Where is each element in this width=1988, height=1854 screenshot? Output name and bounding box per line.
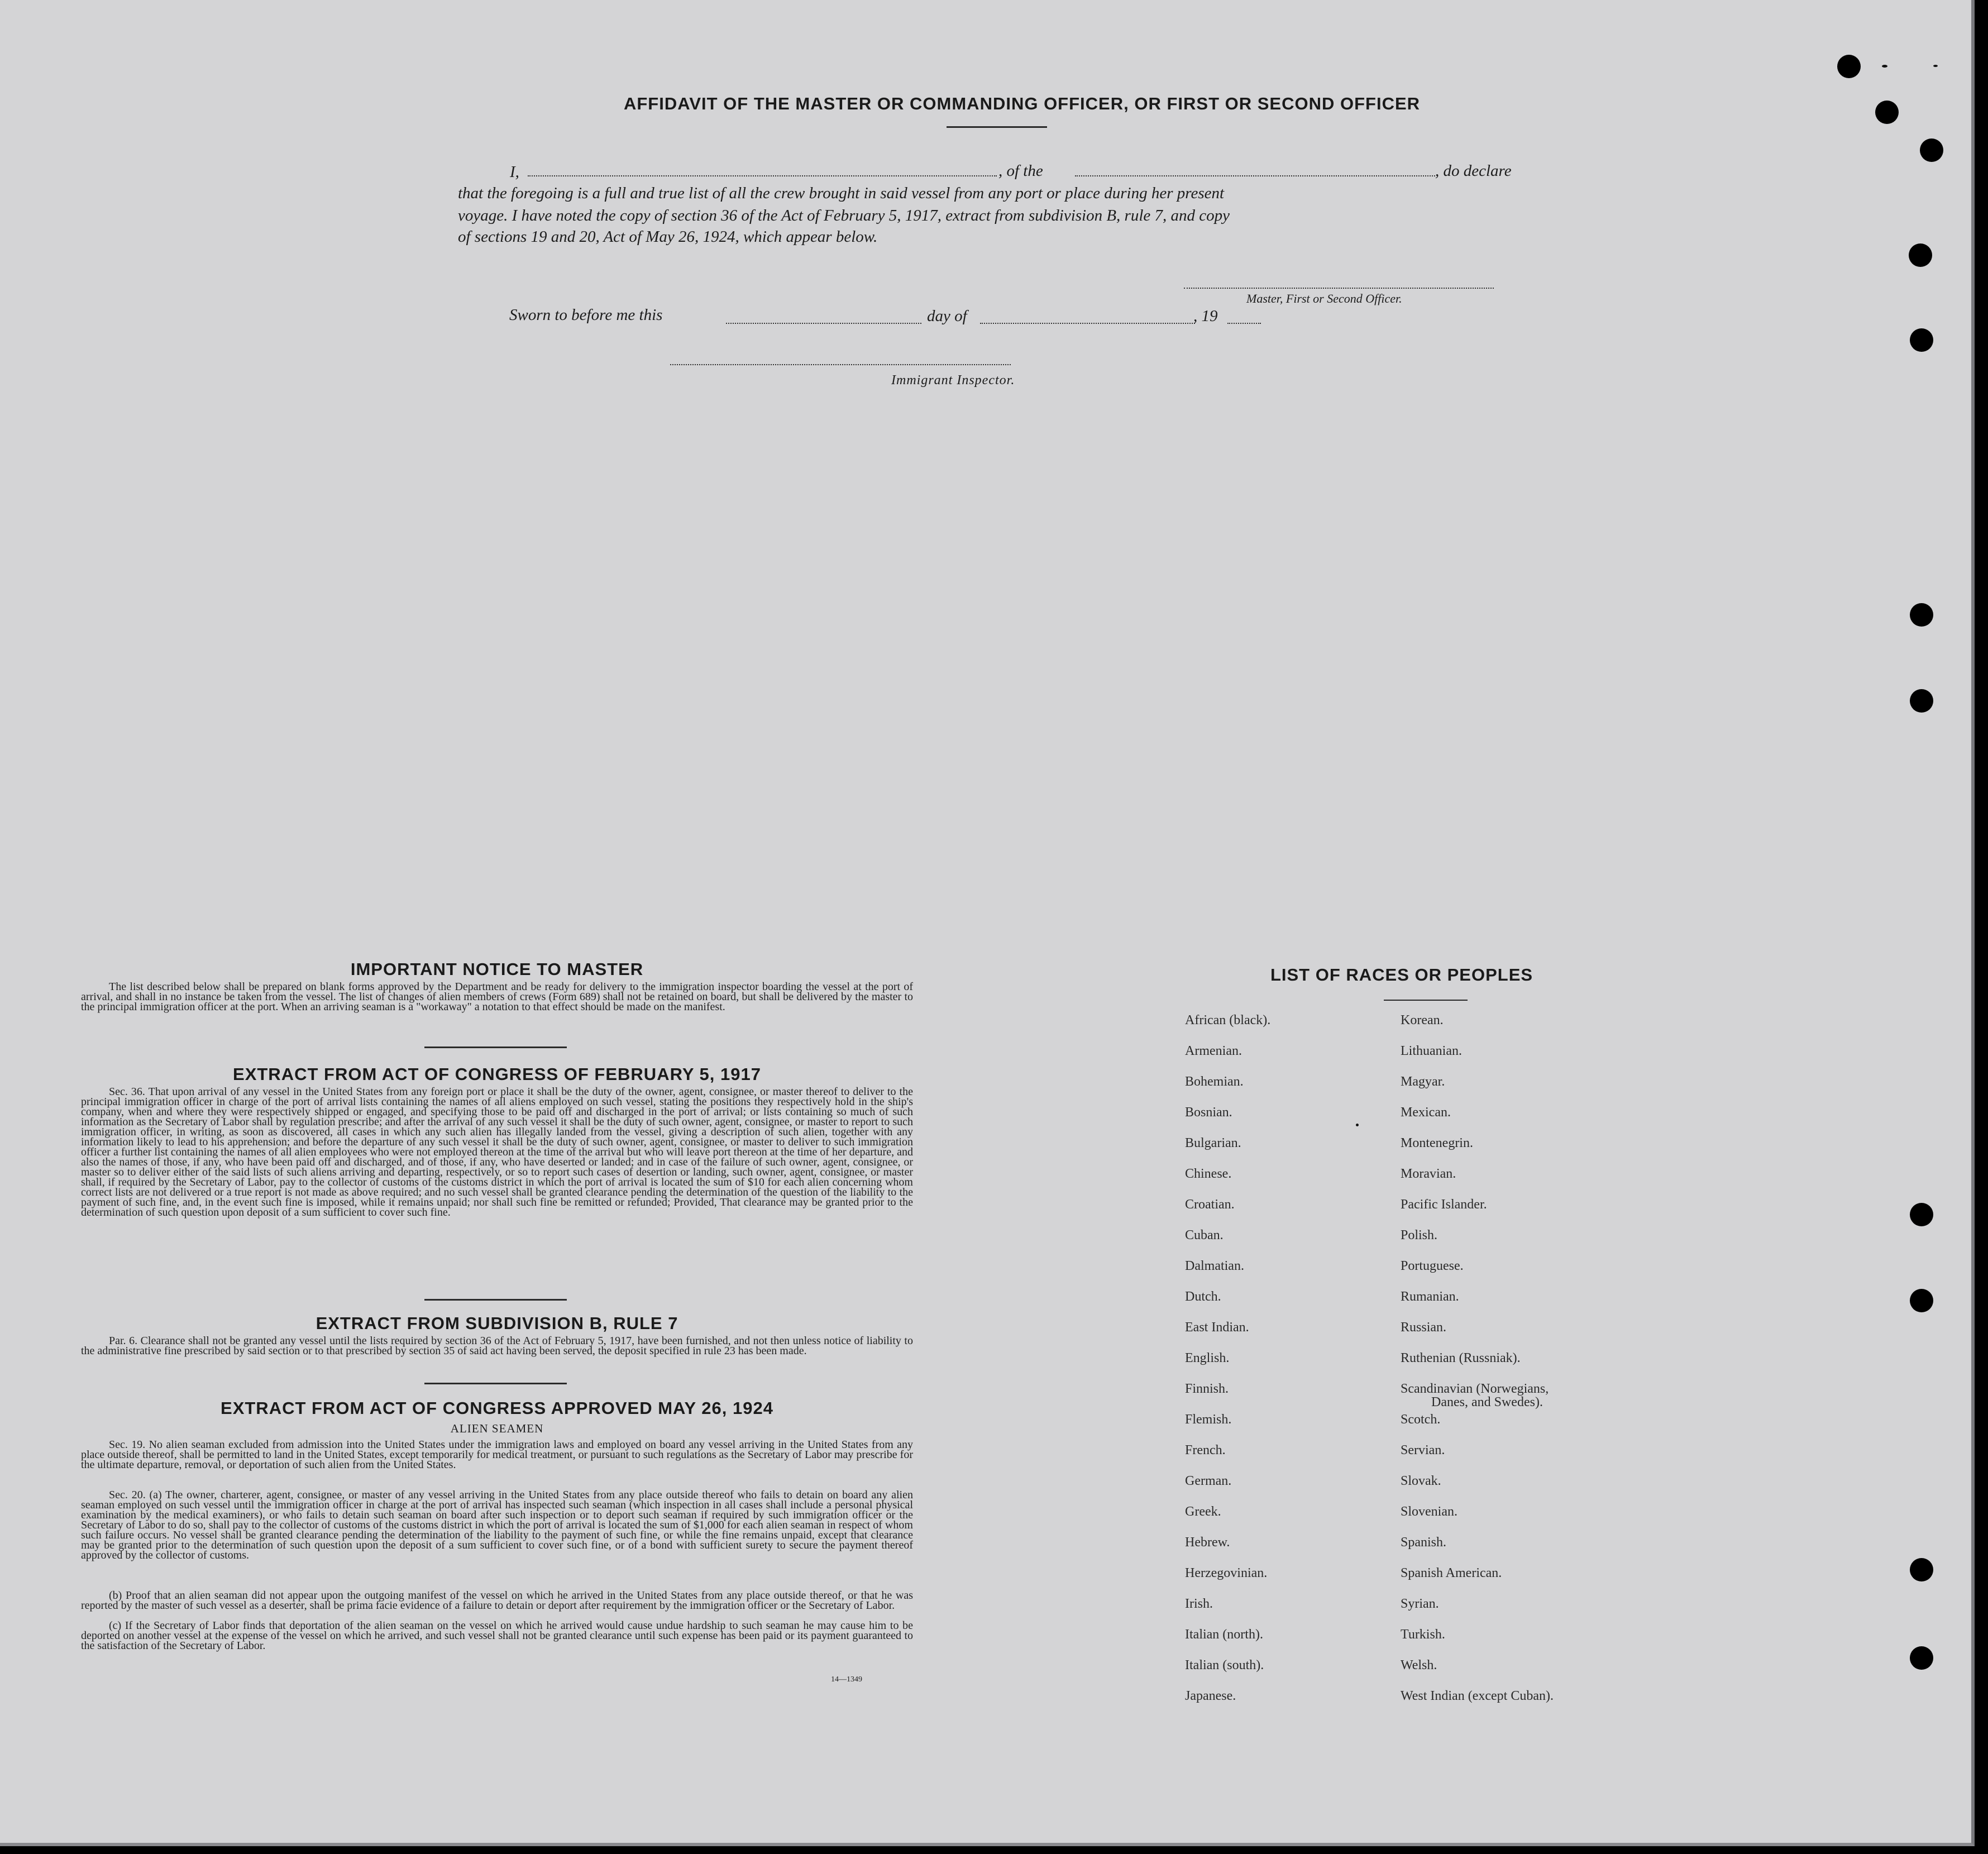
- races-right-column: [1401, 1014, 1554, 1720]
- sworn-day-blank[interactable]: [726, 323, 921, 324]
- race-item: Turkish.: [1401, 1627, 1445, 1642]
- races-title: LIST OF RACES OR PEOPLES: [1270, 965, 1533, 985]
- race-item: Mexican.: [1401, 1105, 1451, 1120]
- race-item: Bosnian.: [1185, 1105, 1232, 1120]
- race-item: Montenegrin.: [1401, 1136, 1473, 1150]
- affidavit-body-line-3: of sections 19 and 20, Act of May 26, 1924, which appear below.: [458, 228, 878, 246]
- race-item: Greek.: [1185, 1504, 1221, 1519]
- extract-rule7-title: EXTRACT FROM SUBDIVISION B, RULE 7: [316, 1313, 678, 1333]
- race-item: African (black).: [1185, 1013, 1271, 1028]
- do-declare-label: , do declare: [1435, 162, 1512, 180]
- ink-mark: [1933, 65, 1938, 67]
- race-item: Italian (south).: [1185, 1658, 1264, 1673]
- notice-text: The list described below shall be prepared on blank forms approved by the Department and be ready for delivery to the immigration inspector boarding the vessel at the port of arrival, and shall in no instance be taken from the vessel. The list of changes of alien members of crews (Form 689) shall not be retained on board, but shall be delivered by the master to the principal immigration officer at the port. When an arriving seaman is a "workaway" a notation to that effect should be made on the manifest.: [81, 981, 913, 1013]
- name-blank[interactable]: [528, 175, 997, 176]
- race-item: Japanese.: [1185, 1689, 1236, 1703]
- affidavit-body-line-2: voyage. I have noted the copy of section 36 of the Act of February 5, 1917, extract from subdivision B, rule 7, and copy: [458, 207, 1230, 224]
- race-item: Korean.: [1401, 1013, 1444, 1028]
- race-item: Russian.: [1401, 1320, 1447, 1335]
- vessel-blank[interactable]: [1075, 175, 1435, 176]
- race-item: Rumanian.: [1401, 1289, 1459, 1304]
- extract-1924-sec20c: (c) If the Secretary of Labor finds that deportation of the alien seaman on the vessel on which he arrived would cause undue hardship to such seaman he may cause him to be deported on another vessel at the expense of the vessel on which he arrived, and such vessel shall not be granted clearance until such expense has been paid or its payment guaranteed to the satisfaction of the Secretary of Labor.: [81, 1619, 913, 1652]
- race-item: Finnish.: [1185, 1382, 1229, 1396]
- race-item: Scotch.: [1401, 1412, 1441, 1427]
- year-prefix-label: , 19: [1193, 307, 1218, 325]
- race-item: Scandinavian (Norwegians,: [1401, 1382, 1549, 1396]
- race-item: Armenian.: [1185, 1044, 1242, 1058]
- extract-1924-sec20b: (b) Proof that an alien seaman did not appear upon the outgoing manifest of the vessel on which he arrived in the United States from any place outside thereof, or that he was reported by the master of such vessel as a deserter, shall be prima facie evidence of a failure to detain or deport after requirement by the immigration officer or the Secretary of Labor.: [81, 1589, 913, 1612]
- extract-1917-title: EXTRACT FROM ACT OF CONGRESS OF FEBRUARY 5, 1917: [233, 1064, 761, 1084]
- extract-1917-rule: [424, 1299, 567, 1301]
- extract-rule7-text: Par. 6. Clearance shall not be granted any vessel until the lists required by section 36 of the Act of February 5, 1917, have been furnished, and not then unless notice of liability to the administrative fine prescribed by said section or to that prescribed by section 35 of said act having been served, the deposit specified in rule 23 has been made.: [81, 1335, 913, 1357]
- race-item: West Indian (except Cuban).: [1401, 1689, 1554, 1703]
- race-item: Flemish.: [1185, 1412, 1232, 1427]
- binding-hole: [1910, 1289, 1933, 1312]
- race-item-continuation: Danes, and Swedes).: [1431, 1395, 1543, 1409]
- extract-rule7-rule: [424, 1383, 567, 1384]
- affidavit-title-rule: [947, 126, 1047, 128]
- race-item: East Indian.: [1185, 1320, 1249, 1335]
- race-item: Magyar.: [1401, 1074, 1445, 1089]
- race-item: Slovenian.: [1401, 1504, 1457, 1519]
- inspector-label: Immigrant Inspector.: [891, 373, 1015, 388]
- race-item: Pacific Islander.: [1401, 1197, 1487, 1212]
- affidavit-title: AFFIDAVIT OF THE MASTER OR COMMANDING OFFICER, OR FIRST OR SECOND OFFICER: [623, 94, 1421, 113]
- form-number: 14—1349: [831, 1675, 862, 1684]
- ink-mark: [1356, 1124, 1359, 1126]
- extract-1924-sec19: Sec. 19. No alien seaman excluded from admission into the United States under the immigration laws and employed on board any vessel arriving in the United States from any place outside thereof, shall be permitted to land in the United States, except temporarily for medical treatment, or pursuant to such regulations as the Secretary of Labor may prescribe for the ultimate departure, removal, or deportation of such alien from the United States.: [81, 1439, 913, 1471]
- ink-mark: [1882, 65, 1887, 68]
- of-the-label: , of the: [998, 162, 1043, 180]
- race-item: Slovak.: [1401, 1474, 1441, 1488]
- binding-hole: [1837, 55, 1861, 78]
- races-title-rule: [1384, 1000, 1468, 1001]
- sworn-year-blank[interactable]: [1227, 323, 1261, 324]
- binding-hole: [1910, 1646, 1933, 1670]
- race-item: Hebrew.: [1185, 1535, 1230, 1550]
- extract-1924-sec20a: Sec. 20. (a) The owner, charterer, agent, consignee, or master of any vessel arriving in the United States from any place outside thereof who fails to detain on board any alien seaman employed on such vessel until the immigration officer in charge at the port of arrival has inspected such seaman (which inspection in all cases shall include a personal physical examination by the medical examiners), or who fails to detain such seaman on board after such inspection or to deport such seaman if required by such immigration officer or the Secretary of Labor to do so, shall pay to the collector of customs of the customs district in which the port of arrival is located the sum of $1,000 for each alien seaman in respect of whom such failure occurs. No vessel shall be granted clearance pending the determination of the liability to the payment of such fine, or while the fine remains unpaid, except that clearance may be granted prior to the determination of such question upon the deposit of a sum sufficient to cover such fine, or of a bond with sufficient surety to secure the payment thereof approved by the collector of customs.: [81, 1489, 913, 1561]
- extract-1917-text: Sec. 36. That upon arrival of any vessel in the United States from any foreign port or place it shall be the duty of the owner, agent, consignee, or master thereof to deliver to the principal immigration officer in charge of the port of arrival lists containing the names of all aliens employed on such vessel, stating the positions they respectively hold in the ship's company, when and where they were respectively shipped or engaged, and specifying those to be paid off and discharged in the port of arrival; or lists containing so much of such information as the Secretary of Labor shall by regulation prescribe; and after the arrival of any such vessel it shall be the duty of such owner, agent, consignee, or master to report to such immigration officer, in writing, as soon as discovered, all cases in which any such alien has illegally landed from the vessel, giving a description of such alien, together with any information likely to lead to his apprehension; and before the departure of any such vessel it shall be the duty of such owner, agent, consignee, or master to deliver to such immigration officer a further list containing the names of all alien employees who were not employed thereon at the time of the arrival but who will leave port thereon at the time of her departure, and also the names of those, if any, who have been paid off and discharged, and of those, if any, who have deserted or landed; and in case of the failure of such owner, agent, consignee, or master so to deliver either of the said lists of such aliens arriving and departing, respectively, or so to report such cases of desertion or landing, such owner, agent, consignee, or master shall, if required by the Secretary of Labor, pay to the collector of customs of the customs district in which the port of arrival is located the sum of $10 for each alien concerning whom correct lists are not delivered or a true report is not made as above required; and no such vessel shall be granted clearance pending the determination of the question of the liability to the payment of such fine, and, in the event such fine is imposed, while it remains unpaid; nor shall such fine be remitted or refunded; Provided, That clearance may be granted prior to the determination of such question upon deposit of a sum sufficient to cover such fine.: [81, 1086, 913, 1219]
- race-item: Syrian.: [1401, 1597, 1439, 1611]
- race-item: Moravian.: [1401, 1167, 1456, 1181]
- race-item: Bohemian.: [1185, 1074, 1244, 1089]
- race-item: French.: [1185, 1443, 1226, 1458]
- race-item: Ruthenian (Russniak).: [1401, 1351, 1521, 1365]
- race-item: Bulgarian.: [1185, 1136, 1241, 1150]
- binding-hole: [1910, 1203, 1933, 1226]
- race-item: Welsh.: [1401, 1658, 1437, 1673]
- notice-title: IMPORTANT NOTICE TO MASTER: [350, 959, 644, 979]
- race-item: Herzegovinian.: [1185, 1566, 1268, 1580]
- race-item-scandinavian: [1401, 1382, 1554, 1413]
- extract-1924-subtitle: ALIEN SEAMEN: [450, 1422, 544, 1435]
- binding-hole: [1910, 328, 1933, 352]
- race-item: Italian (north).: [1185, 1627, 1263, 1642]
- day-of-label: day of: [927, 307, 967, 325]
- binding-hole: [1909, 243, 1932, 267]
- race-item: Croatian.: [1185, 1197, 1235, 1212]
- binding-hole: [1910, 603, 1933, 627]
- affidavit-body-line-1: that the foregoing is a full and true list of all the crew brought in said vessel from any port or place during her present: [458, 184, 1225, 202]
- race-item: Spanish American.: [1401, 1566, 1502, 1580]
- race-item: Cuban.: [1185, 1228, 1224, 1243]
- i-label: I,: [510, 163, 519, 181]
- race-item: Irish.: [1185, 1597, 1213, 1611]
- race-item: Lithuanian.: [1401, 1044, 1462, 1058]
- sworn-month-blank[interactable]: [980, 323, 1195, 324]
- race-item: Chinese.: [1185, 1167, 1232, 1181]
- sworn-label: Sworn to before me this: [509, 306, 663, 324]
- master-signature-blank[interactable]: [1184, 288, 1494, 289]
- race-item: English.: [1185, 1351, 1230, 1365]
- races-left-column: [1185, 1014, 1270, 1720]
- race-item: Spanish.: [1401, 1535, 1447, 1550]
- binding-hole: [1910, 1558, 1933, 1581]
- race-item: Portuguese.: [1401, 1259, 1464, 1273]
- inspector-signature-blank[interactable]: [670, 364, 1011, 365]
- race-item: Dutch.: [1185, 1289, 1221, 1304]
- binding-hole: [1920, 138, 1943, 162]
- master-signature-label: Master, First or Second Officer.: [1246, 292, 1402, 305]
- race-item: German.: [1185, 1474, 1232, 1488]
- notice-rule: [424, 1047, 567, 1048]
- race-item: Servian.: [1401, 1443, 1445, 1458]
- race-item: Polish.: [1401, 1228, 1438, 1243]
- race-item: Dalmatian.: [1185, 1259, 1244, 1273]
- binding-hole: [1910, 689, 1933, 713]
- extract-1924-title: EXTRACT FROM ACT OF CONGRESS APPROVED MAY 26, 1924: [221, 1398, 773, 1418]
- binding-hole: [1875, 101, 1899, 124]
